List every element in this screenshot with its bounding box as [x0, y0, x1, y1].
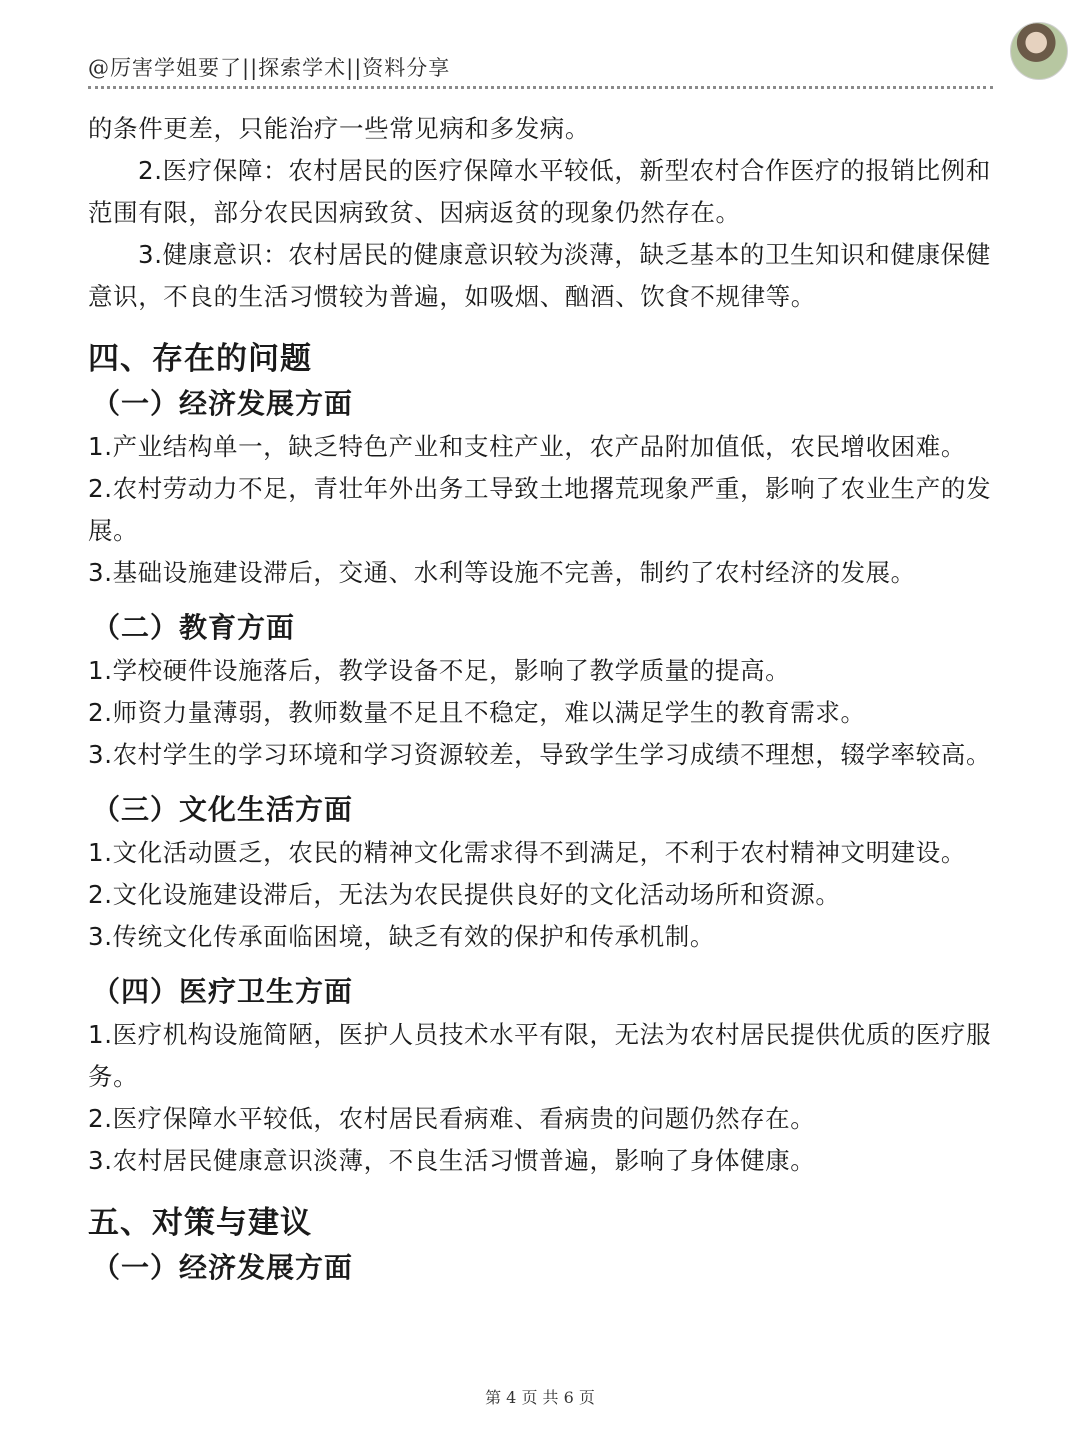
subsection-heading: （一）经济发展方面 — [92, 387, 354, 420]
list-item: 1.学校硬件设施落后，教学设备不足，影响了教学质量的提高。 — [88, 656, 791, 685]
list-item: 3.基础设施建设滞后，交通、水利等设施不完善，制约了农村经济的发展。 — [88, 558, 916, 587]
paragraph: 的条件更差，只能治疗一些常见病和多发病。 — [88, 114, 590, 143]
list-item: 2.文化设施建设滞后，无法为农民提供良好的文化活动场所和资源。 — [88, 880, 841, 909]
list-item: 3.传统文化传承面临困境，缺乏有效的保护和传承机制。 — [88, 922, 715, 951]
section-heading: 五、对策与建议 — [88, 1205, 312, 1241]
list-item: 1.产业结构单一，缺乏特色产业和支柱产业，农产品附加值低，农民增收困难。 — [88, 432, 966, 461]
section-heading: 四、存在的问题 — [88, 341, 312, 377]
page-footer: 第 4 页 共 6 页 — [485, 1388, 595, 1407]
avatar — [1010, 22, 1068, 80]
header-divider — [88, 86, 993, 89]
list-item: 3.农村居民健康意识淡薄，不良生活习惯普遍，影响了身体健康。 — [88, 1146, 816, 1175]
subsection-heading: （四）医疗卫生方面 — [92, 975, 354, 1008]
subsection-heading: （三）文化生活方面 — [92, 793, 354, 826]
document-body — [88, 108, 996, 1290]
list-item: 1.文化活动匮乏，农民的精神文化需求得不到满足，不利于农村精神文明建设。 — [88, 838, 966, 867]
list-item: 2.师资力量薄弱，教师数量不足且不稳定，难以满足学生的教育需求。 — [88, 698, 866, 727]
list-item: 2.农村劳动力不足，青壮年外出务工导致土地撂荒现象严重，影响了农业生产的发展。 — [88, 474, 992, 545]
header-text: @厉害学姐要了||探索学术||资料分享 — [88, 56, 451, 80]
page-header — [88, 50, 998, 94]
list-item: 3.农村学生的学习环境和学习资源较差，导致学生学习成绩不理想，辍学率较高。 — [88, 740, 992, 769]
subsection-heading: （二）教育方面 — [92, 611, 296, 644]
list-item: 2.医疗保障水平较低，农村居民看病难、看病贵的问题仍然存在。 — [88, 1104, 816, 1133]
list-item: 1.医疗机构设施简陋，医护人员技术水平有限，无法为农村居民提供优质的医疗服务。 — [88, 1020, 992, 1091]
subsection-heading: （一）经济发展方面 — [92, 1251, 354, 1284]
paragraph: 2.医疗保障：农村居民的医疗保障水平较低，新型农村合作医疗的报销比例和范围有限，部分农民因病致贫、因病返贫的现象仍然存在。 — [88, 156, 991, 227]
paragraph: 3.健康意识：农村居民的健康意识较为淡薄，缺乏基本的卫生知识和健康保健意识，不良的生活习惯较为普遍，如吸烟、酗酒、饮食不规律等。 — [88, 240, 991, 311]
